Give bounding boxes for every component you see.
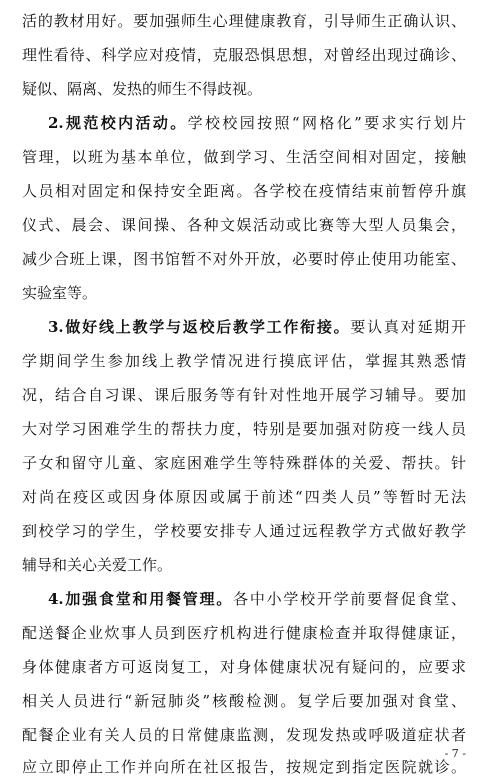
paragraph-line: 仪式、晨会、课间操、各种文娱活动或比赛等大型人员集会， [22,216,466,234]
paragraph-line: 应立即停止工作并向所在社区报告，按规定到指定医院就诊。 [22,758,466,776]
section-3-first-line [48,315,466,339]
paragraph-line: 对尚在疫区或因身体原因或属于前述“四类人员”等暂时无法 [22,488,466,506]
paragraph-line: 管理，以班为基本单位，做到学习、生活空间相对固定，接触 [22,148,466,166]
paragraph-text: 要认真对延期开 [350,318,466,336]
paragraph-line: 理性看待、科学应对疫情，克服恐惧思想，对曾经出现过确诊、 [22,46,466,64]
paragraph-line: 减少合班上课，图书馆暂不对外开放，必要时停止使用功能室、 [22,250,466,268]
paragraph-line: 辅导和关心关爱工作。 [22,556,173,574]
section-4-first-line [48,587,466,611]
paragraph-line: 活的教材用好。要加强师生心理健康教育，引导师生正确认识、 [22,12,466,30]
paragraph-line: 学期间学生参加线上教学情况进行摸底评估，掌握其熟悉情 [22,352,466,370]
paragraph-line: 疑似、隔离、发热的师生不得歧视。 [22,80,263,98]
section-heading: 3.做好线上教学与返校后教学工作衔接。 [48,318,351,336]
paragraph-line: 况，结合自习课、课后服务等有针对性地开展学习辅导。要加 [22,386,466,404]
paragraph-line: 配送餐企业炊事人员到医疗机构进行健康检查并取得健康证， [22,624,466,642]
paragraph-line: 到校学习的学生，学校要安排专人通过远程教学方式做好教学 [22,522,466,540]
paragraph-line: 配餐企业有关人员的日常健康监测，发现发热或呼吸道症状者 [22,726,466,744]
section-heading: 4.加强食堂和用餐管理。 [48,590,234,608]
paragraph-line: 人员相对固定和保持安全距离。各学校在疫情结束前暂停升旗 [22,182,466,200]
section-2-first-line [48,111,466,135]
paragraph-line: 身体健康者方可返岗复工，对身体健康状况有疑问的，应要求 [22,658,466,676]
paragraph-line: 相关人员进行“新冠肺炎”核酸检测。复学后要加强对食堂、 [22,692,466,710]
section-heading: 2.规范校内活动。 [48,114,188,132]
paragraph-line: 大对学习困难学生的帮扶力度，特别是要加强对防疫一线人员 [22,420,466,438]
paragraph-line: 实验室等。 [22,284,98,302]
page-number: - 7 - [444,747,466,760]
paragraph-text: 各中小学校开学前要督促食堂、 [233,590,466,608]
paragraph-line: 子女和留守儿童、家庭困难学生等特殊群体的关爱、帮扶。针 [22,454,466,472]
paragraph-text: 学校校园按照“网格化”要求实行划片 [187,114,466,132]
